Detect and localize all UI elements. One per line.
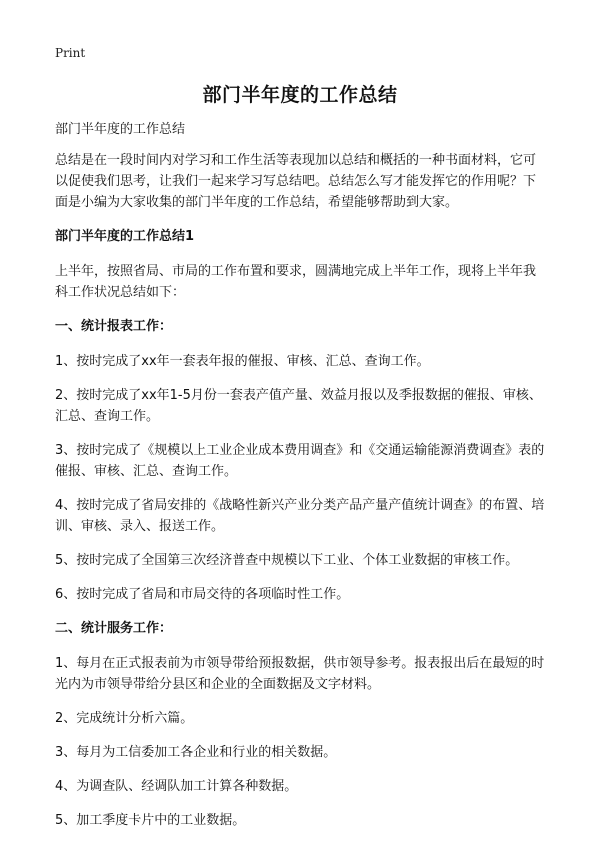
list-item: 6、按时完成了省局和市局交待的各项临时性工作。	[55, 587, 350, 602]
list-item: 2、完成统计分析六篇。	[55, 711, 194, 726]
list-item: 5、按时完成了全国第三次经济普查中规模以下工业、个体工业数据的审核工作。	[55, 553, 519, 568]
part2-heading: 二、统计服务工作：	[55, 621, 173, 636]
list-item: 3、每月为工信委加工各企业和行业的相关数据。	[55, 745, 337, 760]
page-title: 部门半年度的工作总结	[202, 84, 398, 106]
list-item: 5、加工季度卡片中的工业数据。	[55, 813, 246, 828]
list-item: 1、按时完成了xx年一套表年报的催报、审核、汇总、查询工作。	[55, 354, 430, 369]
list-item: 4、按时完成了省局安排的《战略性新兴产业分类产品产量产值统计调查》的布置、培训、审核、录入、报送工作。	[55, 498, 545, 534]
list-item: 3、按时完成了《规模以上工业企业成本费用调查》和《交通运输能源消费调查》表的催报、审核、汇总、查询工作。	[55, 443, 545, 479]
intro-paragraph: 总结是在一段时间内对学习和工作生活等表现加以总结和概括的一种书面材料，它可以促使我们思考，让我们一起来学习写总结吧。总结怎么写才能发挥它的作用呢？下面是小编为大家收集的部门半年度的工作总结，希望能够帮助到大家。	[55, 153, 537, 210]
document-body	[55, 119, 548, 844]
list-item: 1、每月在正式报表前为市领导带给预报数据，供市领导参考。报表报出后在最短的时光内为市领导带给分县区和企业的全面数据及文字材料。	[55, 656, 545, 692]
print-link[interactable]: Print	[55, 46, 86, 60]
list-item: 4、为调查队、经调队加工计算各种数据。	[55, 779, 298, 794]
document-subtitle: 部门半年度的工作总结	[55, 122, 186, 137]
section-heading: 部门半年度的工作总结1	[55, 229, 195, 244]
list-item: 2、按时完成了xx年1-5月份一套表产值产量、效益月报以及季报数据的催报、审核、汇总、查询工作。	[55, 388, 542, 424]
part1-heading: 一、统计报表工作：	[55, 319, 173, 334]
section-intro-paragraph: 上半年，按照省局、市局的工作布置和要求，圆满地完成上半年工作，现将上半年我科工作状况总结如下：	[55, 264, 537, 300]
